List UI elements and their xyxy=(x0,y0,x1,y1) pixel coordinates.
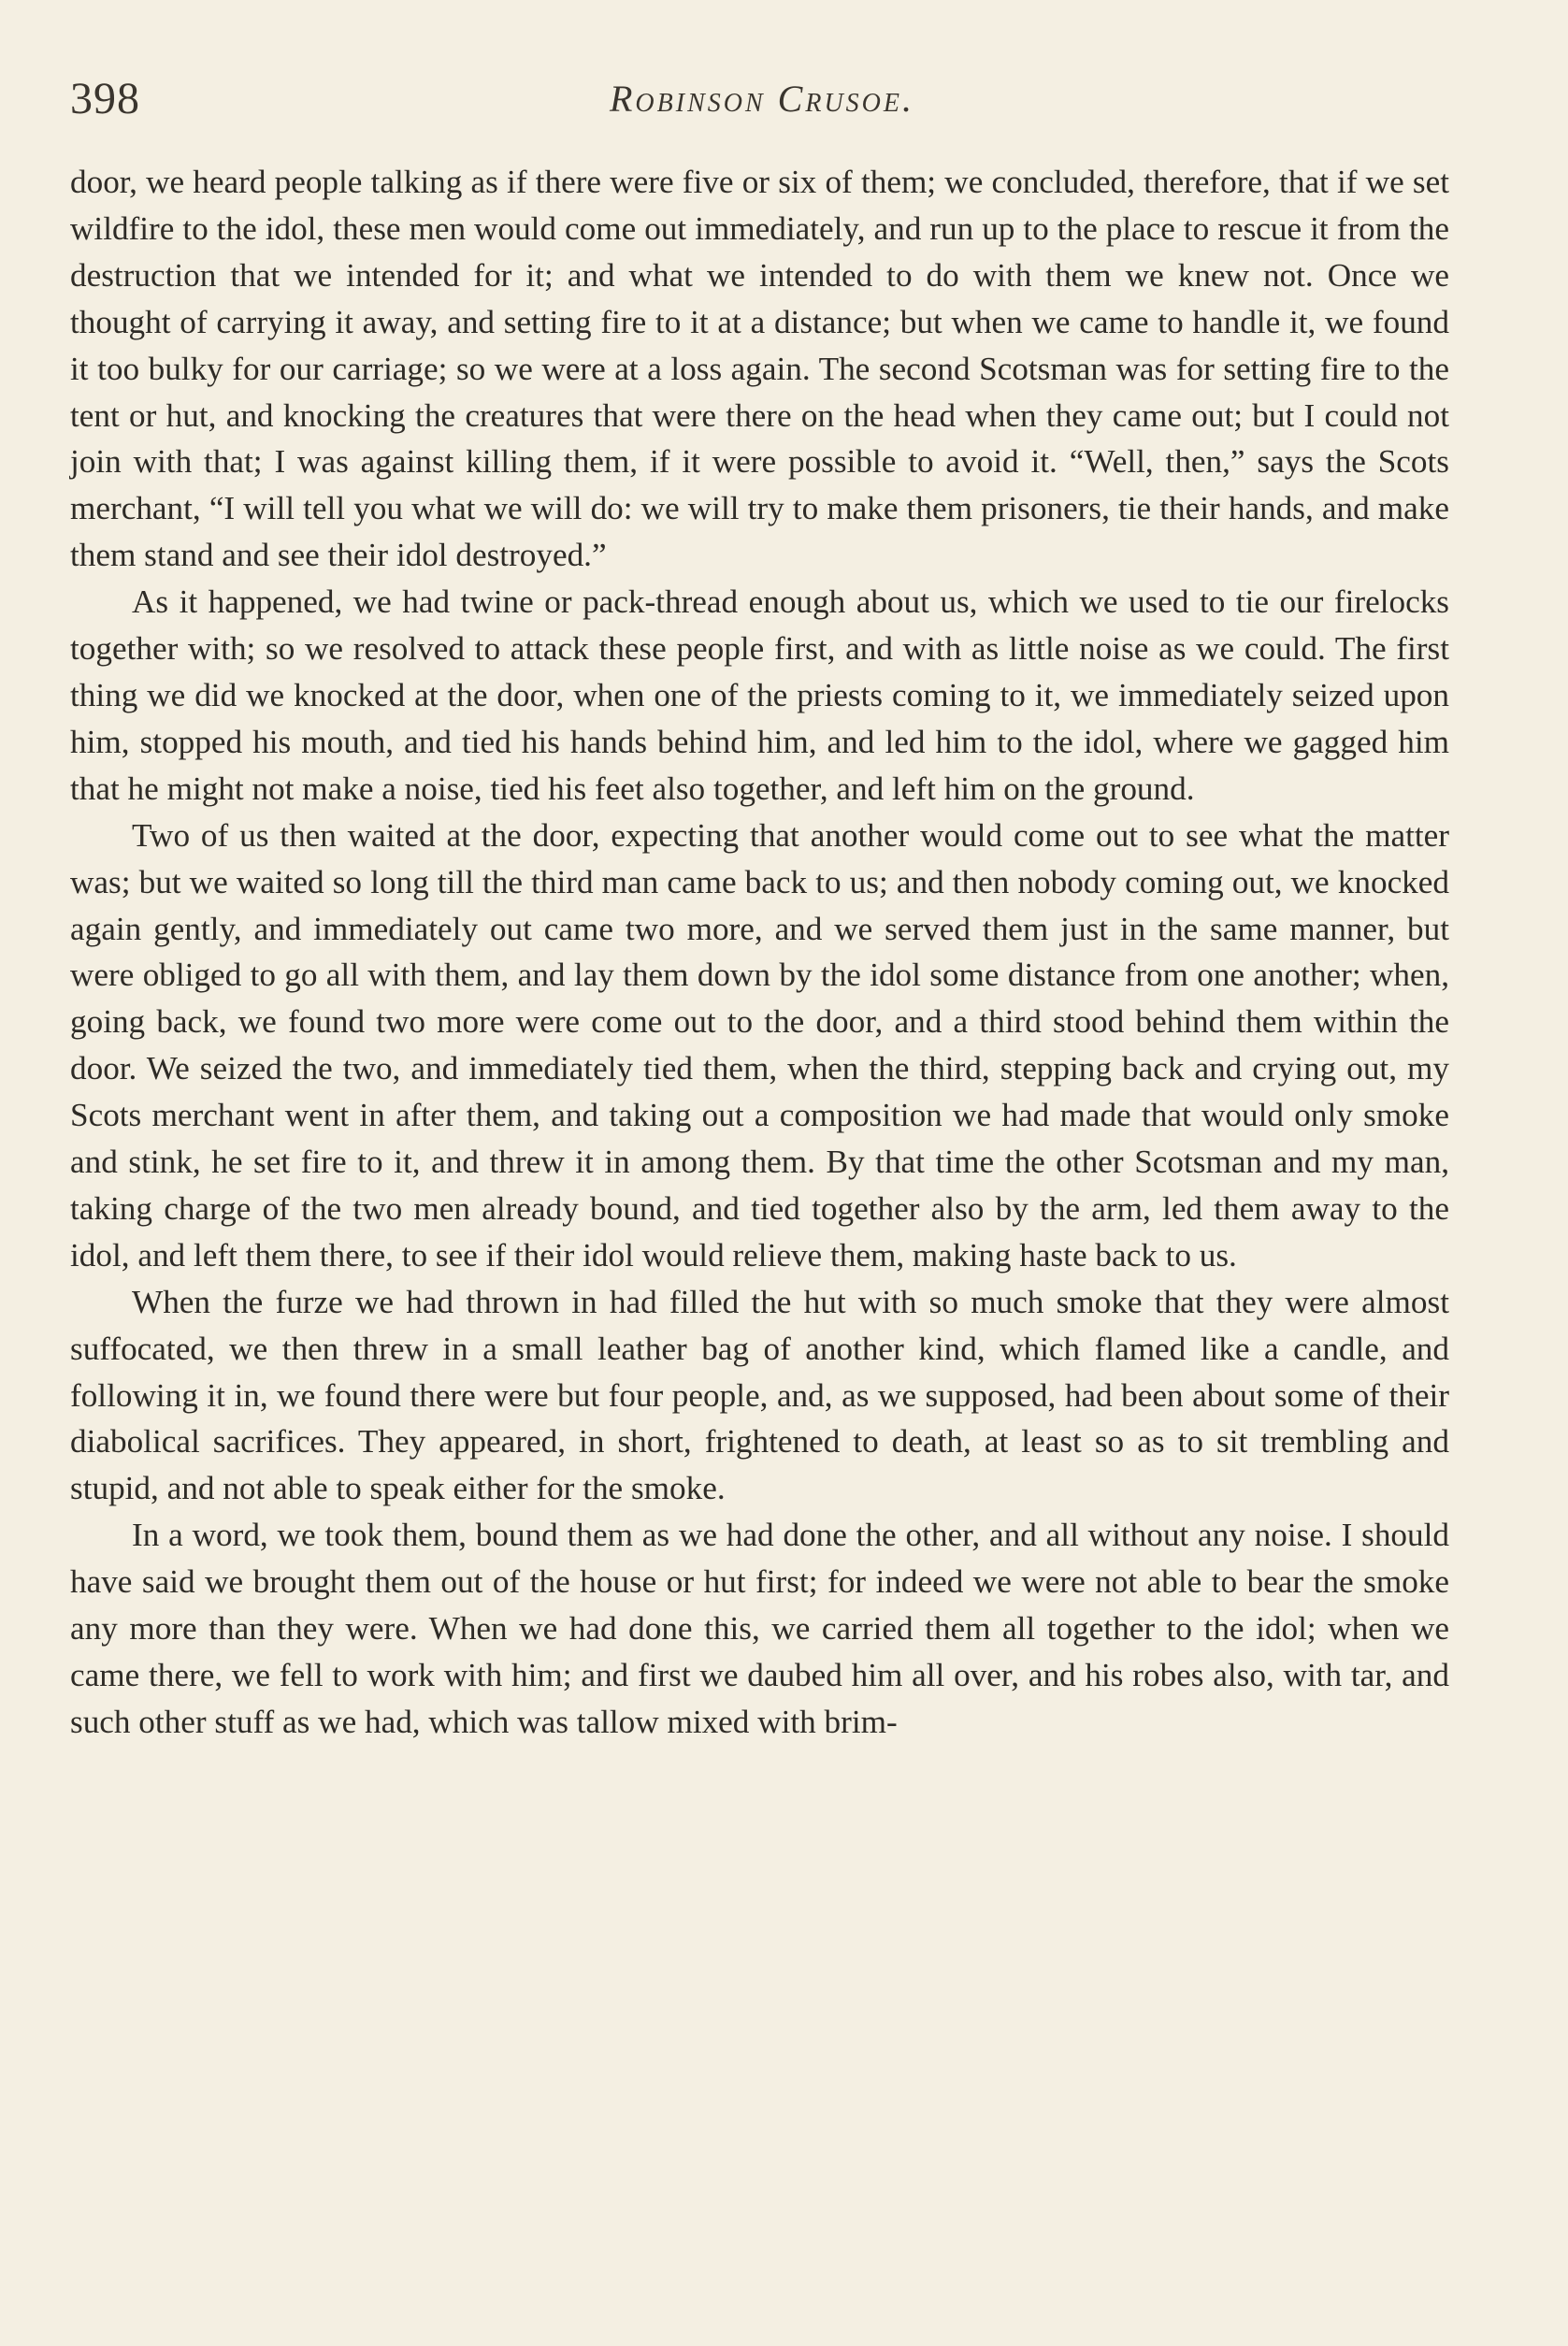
paragraph: When the furze we had thrown in had filled the hut with so much smoke that they were almost suffocated, we then threw in a small leather bag of another kind, which flamed like a candle, and following it in, we found there were but four people, and, as we supposed, had been about some of their diabolical sacrifices. They appeared, in short, frightened to death, at least so as to sit trembling and stupid, and not able to speak either for the smoke. xyxy=(70,1283,1449,1507)
paragraph: In a word, we took them, bound them as we had done the other, and all without any noise. I should have said we brought them out of the house or hut first; for indeed we were not able to bear the smoke any more than they were. When we had done this, we carried them all together to the idol; when we came there, we fell to work with him; and first we daubed him all over, and his robes also, with tar, and such other stuff as we had, which was tallow mixed with brim- xyxy=(70,1517,1449,1740)
page-header xyxy=(70,65,1454,131)
paragraph-continued: door, we heard people talking as if there were five or six of them; we concluded, therefore, that if we set wildfire to the idol, these men would come out immediately, and run up to the place to rescue it from the destruction that we intended for it; and what we intended to do with them we knew not. Once we thought of carrying it away, and setting fire to it at a distance; but when we came to handle it, we found it too bulky for our carriage; so we were at a loss again. The second Scotsman was for setting fire to the tent or hut, and knocking the creatures that were there on the head when they came out; but I could not join with that; I was against killing them, if it were possible to avoid it. “Well, then,” says the Scots merchant, “I will tell you what we will do: we will try to make them prisoners, tie their hands, and make them stand and see their idol destroyed.” xyxy=(70,164,1449,574)
paragraph: As it happened, we had twine or pack-thread enough about us, which we used to tie our firelocks together with; so we resolved to attack these people first, and with as little noise as we could. The first thing we did we knocked at the door, when one of the priests coming to it, we immediately seized upon him, stopped his mouth, and tied his hands behind him, and led him to the idol, where we gagged him that he might not make a noise, tied his feet also together, and left him on the ground. xyxy=(70,583,1449,807)
paragraph: Two of us then waited at the door, expecting that another would come out to see what the matter was; but we waited so long till the third man came back to us; and then nobody coming out, we knocked again gently, and immediately out came two more, and we served them just in the same manner, but were obliged to go all with them, and lay them down by the idol some distance from one another; when, going back, we found two more were come out to the door, and a third stood behind them within the door. We seized the two, and immediately tied them, when the third, stepping back and crying out, my Scots merchant went in after them, and taking out a composition we had made that would only smoke and stink, he set fire to it, and threw it in among them. By that time the other Scotsman and my man, taking charge of the two men already bound, and tied together also by the arm, led them away to the idol, and left them there, to see if their idol would relieve them, making haste back to us. xyxy=(70,816,1449,1274)
running-title: Robinson Crusoe. xyxy=(610,78,914,120)
page-number: 398 xyxy=(70,74,140,123)
body-text xyxy=(70,159,1449,1746)
